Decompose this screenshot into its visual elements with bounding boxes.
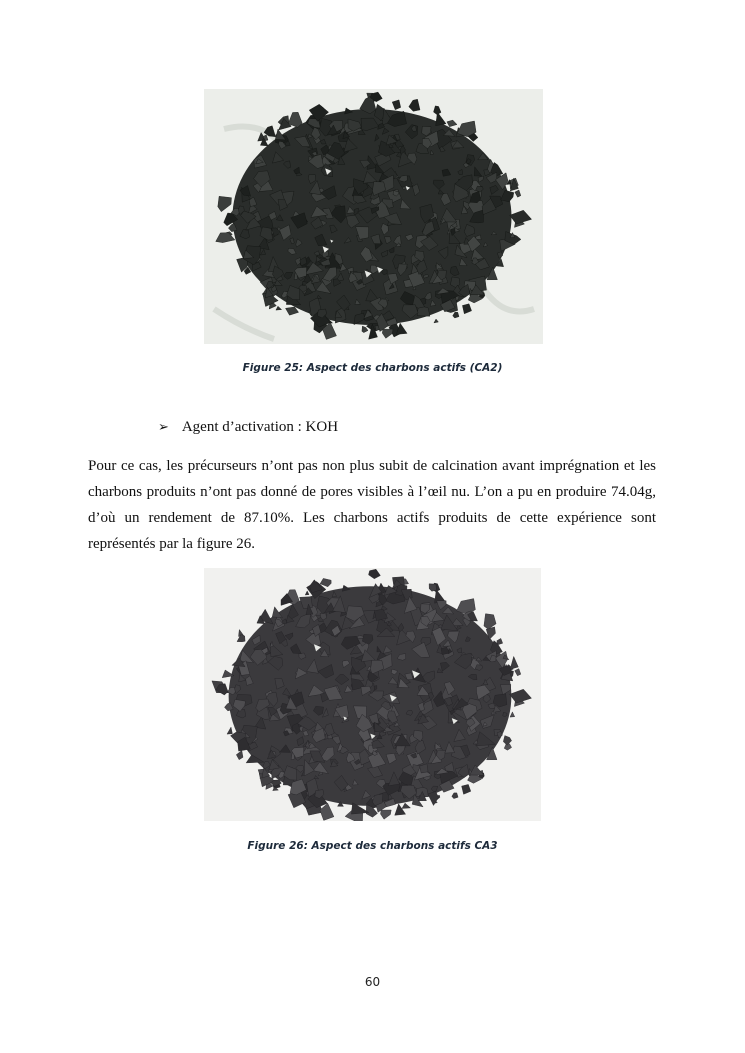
figure-25-caption: Figure 25: Aspect des charbons actifs (CA2)	[242, 362, 503, 374]
figure-26-photo	[204, 568, 541, 821]
charcoal-pile-image-ca2	[204, 89, 543, 344]
bullet-text: Agent d’activation : KOH	[181, 419, 339, 435]
arrow-bullet-icon: ➢	[158, 419, 169, 434]
body-paragraph: Pour ce cas, les précurseurs n’ont pas non plus subit de calcination avant imprégnation et les charbons produits n’ont pas donné de pores visibles à l’œil nu. L’on a pu en produire 74.04g, d’où un rendement de 87.10%. Les charbons actifs produits de cette expérience sont représentés par la figure 26.	[88, 458, 656, 552]
bullet-item-activation-agent	[158, 419, 338, 436]
figure-25-photo	[204, 89, 543, 344]
charcoal-pile-image-ca3	[204, 568, 541, 821]
figure-26-caption: Figure 26: Aspect des charbons actifs CA3	[247, 840, 498, 852]
page-number: 60	[364, 975, 381, 989]
